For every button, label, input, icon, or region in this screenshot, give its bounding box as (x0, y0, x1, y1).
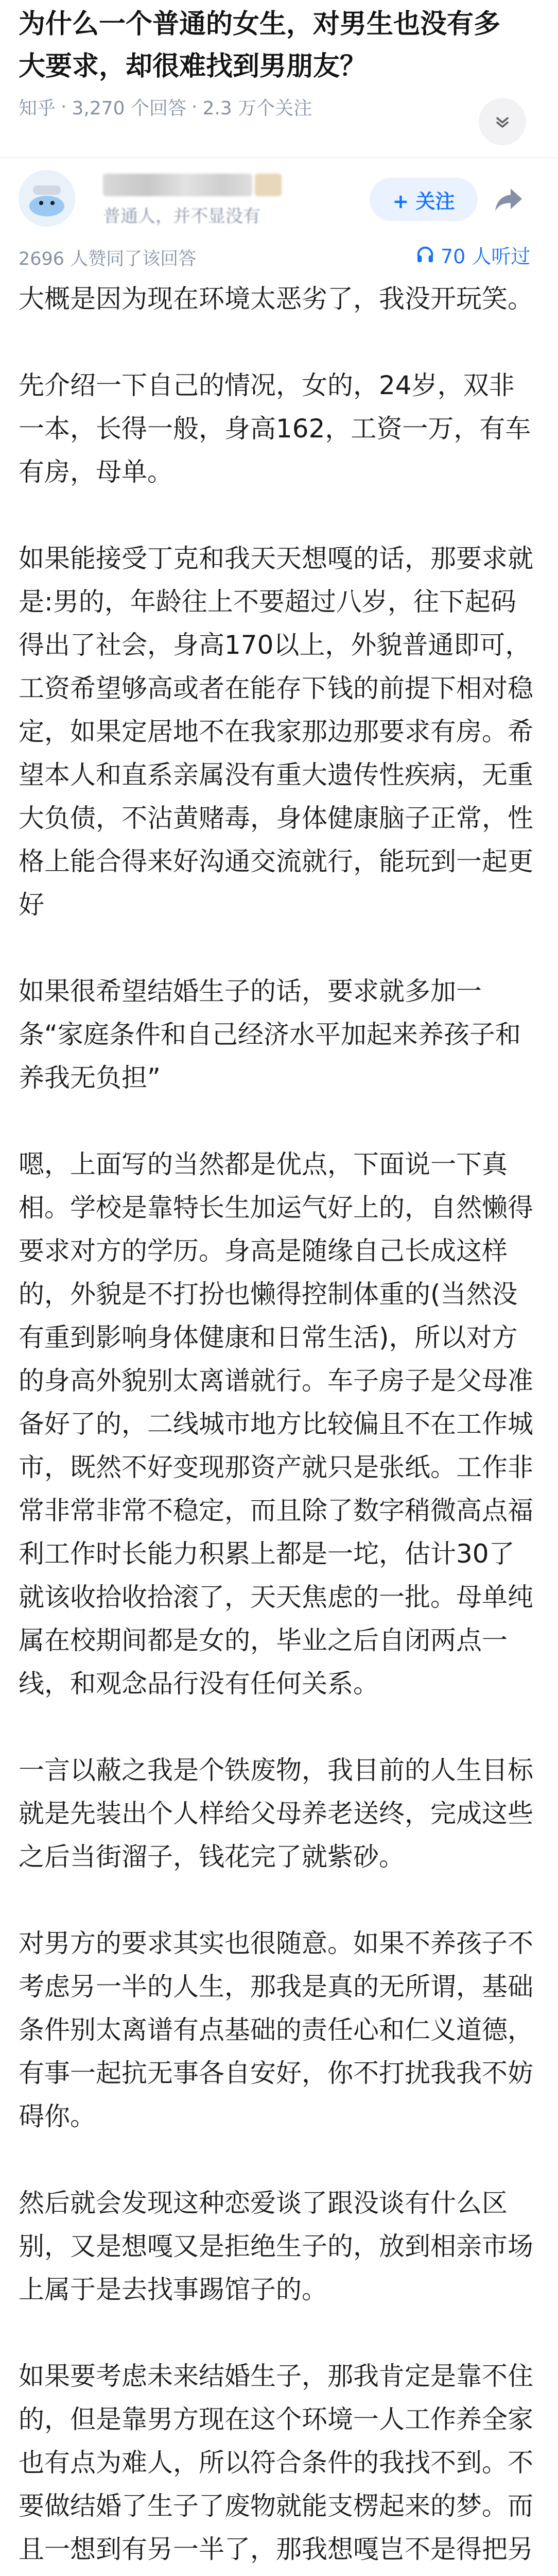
share-icon[interactable] (493, 185, 524, 214)
upvote-count: 2696 人赞同了该回答 (19, 249, 197, 269)
paragraph: 一言以蔽之我是个铁废物，我目前的人生目标就是先装出个人样给父母养老送终，完成这些之后当街溜子，钱花完了就紫砂。 (19, 1755, 533, 1872)
paragraph: 然后就会发现这种恋爱谈了跟没谈有什么区别，又是想嘎又是拒绝生子的，放到相亲市场上属于是去找事踢馆子的。 (19, 2188, 533, 2304)
paragraph: 对男方的要求其实也很随意。如果不养孩子不考虑另一半的人生，那我是真的无所谓，基础条件别太离谱有点基础的责任心和仁义道德，有事一起抗无事各自安好，你不打扰我我不妨碍你。 (19, 1928, 533, 2131)
listen-count-label: 70 人听过 (441, 245, 531, 268)
paragraph: 如果要考虑未来结婚生子，那我肯定是靠不住的，但是靠男方现在这个环境一人工作养全家也有点为难人，所以符合条件的我找不到。不要做结婚了生子了废物就能支楞起来的梦。而且一想到有另一半了，那我想嘎岂不是得把另 (19, 2361, 533, 2564)
source-label: 知乎 (19, 98, 56, 119)
paragraph: 嗯，上面写的当然都是优点，下面说一下真相。学校是靠特长生加运气好上的，自然懒得要求对方的学历。身高是随缘自己长成这样的，外貌是不打扮也懒得控制体重的(当然没有重到影响身体健康和日常生活)，所以对方的身高外貌别太离谱就行。车子房子是父母准备好了的，二线城市地方比较偏且不在工作城市，既然不好变现那资产就只是张纸。工作非常非常非常不稳定，而且除了数字稍微高点福利工作时长能力积累上都是一坨，估计30了就该收拾收拾滚了，天天焦虑的一批。母单纯属在校期间都是女的，毕业之后自闭两点一线，和观念品行没有任何关系。 (19, 1149, 533, 1699)
answer-content (19, 277, 539, 2576)
follow-button[interactable]: + 关注 (370, 178, 478, 221)
paragraph: 如果很希望结婚生子的话，要求就多加一条“家庭条件和自己经济水平加起来养孩子和养我无负担” (19, 976, 521, 1093)
author-bio: 普通人，并不显没有 (103, 206, 260, 227)
avatar[interactable] (19, 170, 75, 227)
avatar-image (19, 170, 75, 227)
paragraph: 先介绍一下自己的情况，女的，24岁，双非一本，长得一般，身高162，工资一万，有车有房，母单。 (19, 370, 531, 487)
question-title[interactable]: 为什么一个普通的女生，对男生也没有多大要求，却很难找到男朋友？ (19, 9, 501, 82)
headphones-icon (415, 244, 435, 265)
collapse-button[interactable] (479, 98, 526, 145)
question-meta: 知乎 · 3,270 个回答 · 2.3 万个关注 (19, 94, 312, 120)
header-divider (0, 157, 558, 158)
paragraph: 如果能接受丁克和我天天想嘎的话，那要求就是:男的，年龄往上不要超过八岁，往下起码得出了社会，身高170以上，外貌普通即可，工资希望够高或者在能存下钱的前提下相对稳定，如果定居地不在我家那边那要求有房。希望本人和直系亲属没有重大遗传性疾病，无重大负债，不沾黄赌毒，身体健康脑子正常，性格上能合得来好沟通交流就行，能玩到一起更好 (19, 544, 533, 920)
author-badge (255, 174, 282, 196)
answer-count[interactable]: 3,270 个回答 (72, 98, 186, 119)
paragraph: 大概是因为现在环境太恶劣了，我没开玩笑。 (19, 284, 533, 314)
chevron-down-icon (492, 111, 513, 132)
follow-count: 2.3 万个关注 (202, 98, 312, 119)
author-name[interactable] (103, 174, 252, 196)
listen-count[interactable] (415, 241, 530, 268)
